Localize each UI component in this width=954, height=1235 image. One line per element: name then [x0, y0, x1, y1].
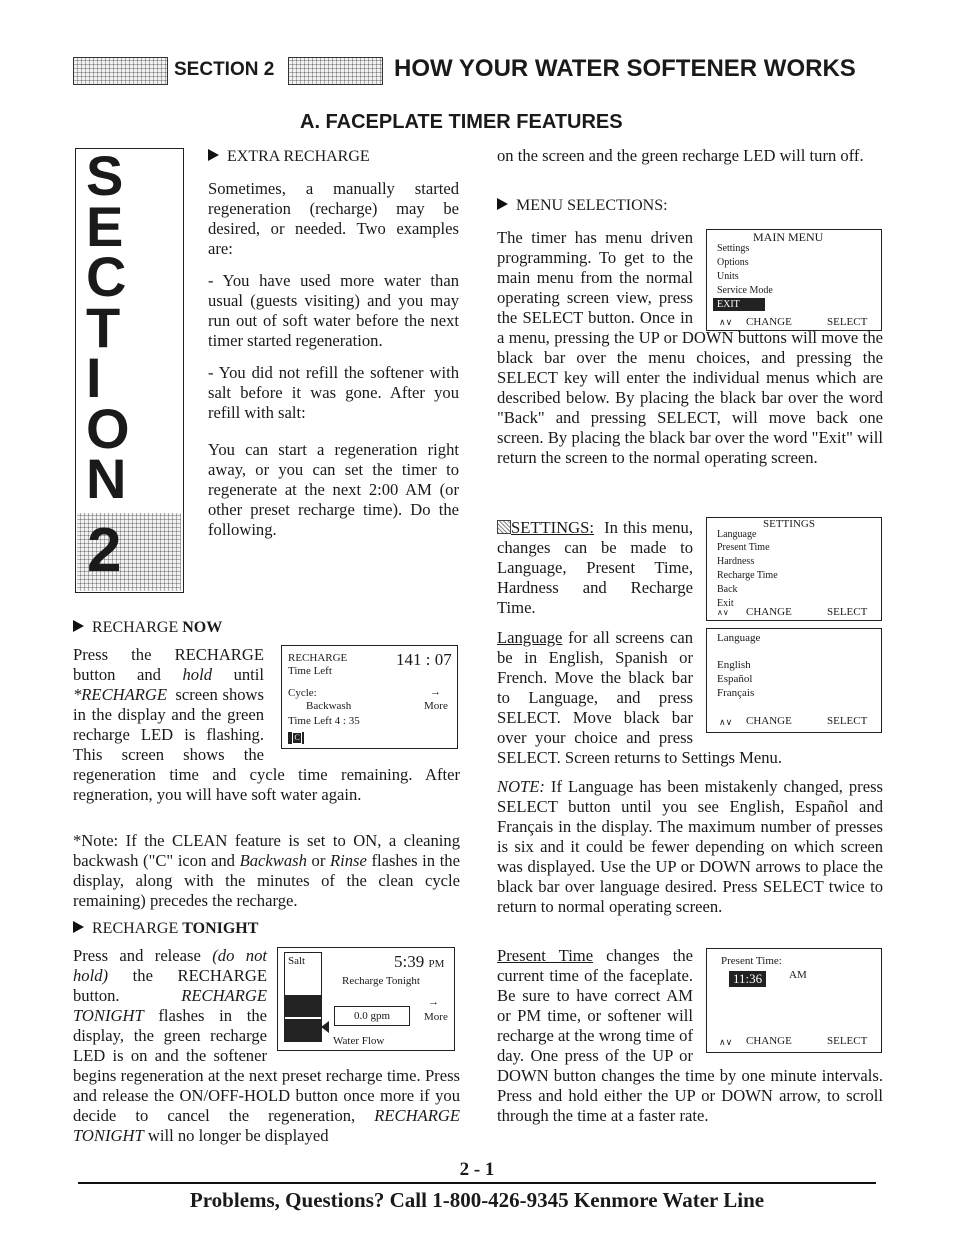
- menu-selections-text: The timer has menu driven programming. To get to the main menu from the normal operating screen view, press the SELECT button. Once in a menu, pressing the UP or DOWN buttons will move the black bar over the menu choices, and pressing the SELECT key will enter the individual menus which are described below. By placing the black bar over the word "Back" and pressing SELECT, will move back one screen. By placing the black bar over the word "Exit" will return the screen to the normal operating screen.: [497, 228, 883, 467]
- lcd-recharge-title: RECHARGE: [288, 652, 348, 664]
- lcd-cycle-label: Cycle:: [288, 687, 317, 699]
- lcd-settings-title: SETTINGS: [763, 518, 815, 530]
- up-down-icon: ∧∨: [719, 1037, 733, 1047]
- lcd-selected-bar: EXIT: [713, 298, 765, 311]
- lcd-menu-item: Options: [717, 257, 749, 268]
- lcd-language-item: English: [717, 659, 751, 671]
- section-side-tab: [75, 144, 184, 593]
- extra-recharge-p2: - You have used more water than usual (guests visiting) and you may run out of soft water before the next timer started regeneration.: [208, 271, 459, 350]
- lcd-menu-item: Service Mode: [717, 285, 773, 296]
- clean-c-icon: C: [288, 732, 304, 744]
- lcd-select: SELECT: [827, 715, 868, 727]
- present-time-text: Present Time changes the current time of the faceplate. Be sure to have correct AM or PM time, or softener will recharge at the wrong time of day. One press of the UP or DOWN button changes the time by one minute intervals. Press and hold either the UP or DOWN arrow, to scroll through the time at a faster rate.: [497, 946, 883, 1125]
- header-hatch-left: [73, 57, 168, 85]
- lcd-time-value: 141 : 07: [396, 650, 452, 669]
- lcd-salt-label: Salt: [288, 955, 306, 967]
- settings-lcd: [706, 517, 882, 621]
- triangle-bullet-icon: [497, 198, 508, 210]
- right-top-text: on the screen and the green recharge LED will turn off.: [497, 146, 864, 165]
- lcd-settings-item: Language: [717, 529, 757, 540]
- lcd-language-item: Français: [717, 687, 755, 699]
- recharge-now-heading: RECHARGE NOW: [73, 618, 222, 638]
- recharge-tonight-text: Press and release (do not hold) the RECHARGE button. RECHARGE TONIGHT flashes in the display, the green recharge LED is on and the softener begins regeneration at the next preset recharge time. Press and release the ON/OFF-HOLD button once more if you decide to cancel the regeneration, RECHARGE TONIGHT will no longer be displayed: [73, 946, 460, 1145]
- extra-recharge-p4: You can start a regeneration right away, or you can set the timer to regenerate at the next 2:00 AM (or other preset recharge time). Do the following.: [208, 440, 459, 539]
- arrow-right-icon: →: [428, 996, 439, 1008]
- side-tab-number: 2: [87, 516, 122, 585]
- footer-rule: [78, 1182, 876, 1184]
- extra-recharge-heading: EXTRA RECHARGE: [208, 147, 370, 167]
- language-text: Language for all screens can be in English, Spanish or French. Move the black bar to Language, and press SELECT. Move black bar over your choice and press SELECT. Screen returns to Settings Menu.: [497, 628, 782, 767]
- recharge-now-rest: screen shows in the display and the green recharge LED is flashing. This screen shows the regeneration time and cycle time remaining. After regneration, you will have soft water again.: [73, 685, 460, 804]
- language-note: NOTE: If Language has been mistakenly changed, press SELECT button until you see English, Español and Français in the display. The maximum number of presses is six and it could be fewer depending on which screen was displayed. Use the UP or DOWN arrows to place the black bar over language desired. Press SELECT twice to return to normal operating screen.: [497, 777, 883, 916]
- lcd-change: CHANGE: [746, 715, 792, 727]
- extra-recharge-p1: Sometimes, a manually started regeneration (recharge) may be desired, or needed. Two examples are:: [208, 179, 459, 258]
- lcd-ampm: AM: [789, 969, 807, 981]
- footer-help-line: Problems, Questions? Call 1-800-426-9345 Kenmore Water Line: [189, 1188, 765, 1212]
- lcd-change: CHANGE: [746, 1035, 792, 1047]
- up-down-icon: ∧∨: [719, 317, 733, 327]
- lcd-select: SELECT: [827, 606, 868, 618]
- lcd-cycle-value: Backwash: [306, 700, 352, 712]
- section-label: SECTION 2: [174, 59, 275, 80]
- page-header-title: HOW YOUR WATER SOFTENER WORKS: [394, 55, 856, 82]
- up-down-icon: ∧∨: [717, 608, 729, 617]
- triangle-bullet-icon: [73, 620, 84, 632]
- lcd-main-menu-title: MAIN MENU: [753, 230, 824, 244]
- lcd-flow-value: 0.0 gpm: [334, 1006, 410, 1026]
- page-subtitle: A. FACEPLATE TIMER FEATURES: [300, 111, 623, 133]
- lcd-language-title: Language: [717, 632, 761, 644]
- extra-recharge-body: [208, 179, 459, 540]
- recharge-now-text: [73, 645, 460, 825]
- recharge-tonight-heading: RECHARGE TONIGHT: [73, 919, 258, 939]
- lcd-change: CHANGE: [746, 606, 792, 618]
- lcd-settings-item: Hardness: [717, 556, 755, 567]
- up-down-icon: ∧∨: [719, 717, 733, 727]
- recharge-now-note: *Note: If the CLEAN feature is set to ON, a cleaning backwash ("C" icon and Backwash or Rinse flashes in the display, along with the minutes of the clean cycle remaining) precedes the recharge.: [73, 831, 460, 910]
- lcd-select: SELECT: [827, 1035, 868, 1047]
- arrow-right-icon: →: [430, 686, 441, 698]
- recharge-now-wrap: Press the RECHARGE button and hold until *RECHARGE: [73, 645, 264, 704]
- lcd-time-left-label: Time Left: [288, 665, 332, 677]
- lcd-more: More: [424, 700, 448, 712]
- lcd-settings-item: Back: [717, 584, 738, 595]
- side-tab-letters: S E C T I O N: [86, 144, 130, 510]
- lcd-change: CHANGE: [746, 316, 792, 328]
- lcd-language-item: Español: [717, 673, 753, 685]
- lcd-select: SELECT: [827, 316, 868, 328]
- lcd-water-flow-label: Water Flow: [333, 1035, 385, 1047]
- triangle-bullet-icon: [208, 149, 219, 161]
- header-hatch-right: [288, 57, 383, 85]
- lcd-settings-item: Exit: [717, 598, 734, 609]
- extra-recharge-p3: - You did not refill the softener with salt before it was gone. After you refill with salt:: [208, 363, 459, 422]
- menu-selections-heading: MENU SELECTIONS:: [497, 196, 668, 216]
- triangle-bullet-icon: [73, 921, 84, 933]
- lcd-time-selected: 11:36: [729, 971, 766, 987]
- settings-icon: [497, 520, 511, 534]
- page-number: 2 - 1: [459, 1159, 495, 1180]
- recharge-now-shaper: [264, 645, 460, 765]
- lcd-settings-item: Present Time: [717, 542, 770, 553]
- lcd-menu-item: Units: [717, 271, 739, 282]
- lcd-present-time-title: Present Time:: [721, 955, 782, 967]
- lcd-more: More: [424, 1011, 448, 1023]
- lcd-menu-item: Settings: [717, 243, 750, 254]
- lcd-time-left-line: Time Left 4 : 35: [288, 715, 360, 727]
- lcd-clock-time: 5:39 PM: [394, 952, 445, 971]
- lcd-settings-item: Recharge Time: [717, 570, 778, 581]
- settings-text: SETTINGS: In this menu, changes can be made to Language, Present Time, Hardness and Recharge Time.: [497, 518, 693, 617]
- lcd-recharge-tonight-label: Recharge Tonight: [342, 975, 420, 987]
- side-tab-number-block: [77, 513, 181, 591]
